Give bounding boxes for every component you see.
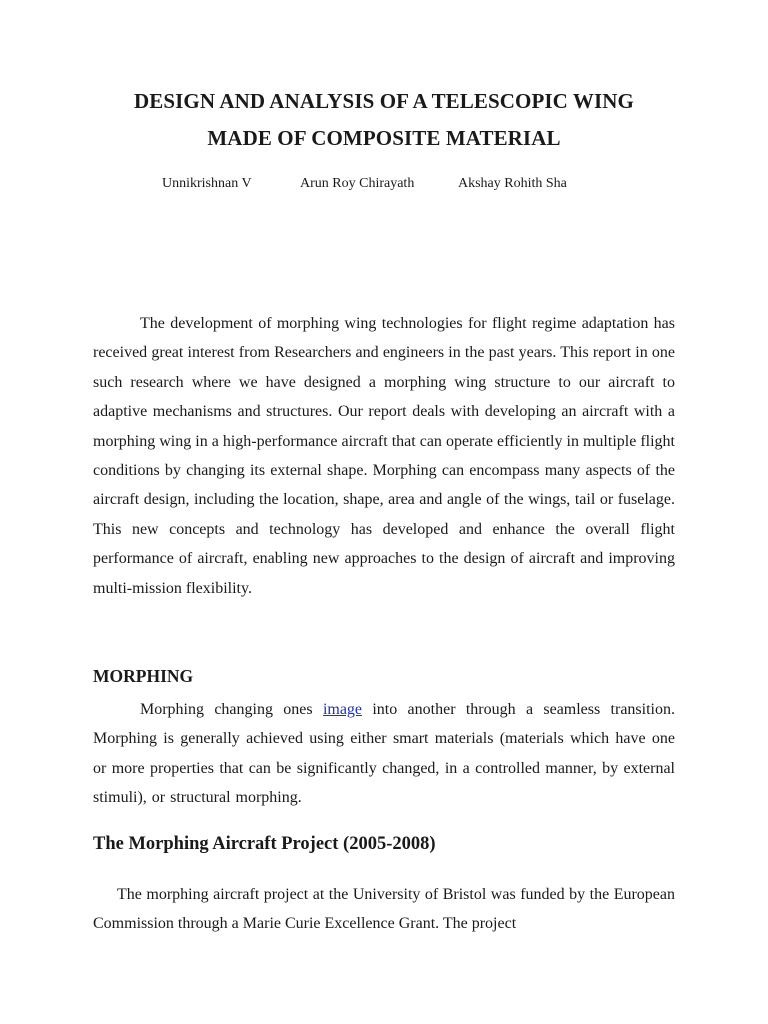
project-heading: The Morphing Aircraft Project (2005-2008): [93, 834, 436, 854]
author-1: Unnikrishnan V: [162, 176, 252, 191]
morphing-paragraph: [93, 695, 675, 813]
author-2: Arun Roy Chirayath: [300, 176, 415, 191]
document-title-line-1: DESIGN AND ANALYSIS OF A TELESCOPIC WING: [134, 89, 634, 113]
abstract-paragraph: The development of morphing wing technologies for flight regime adaptation has received great interest from Researchers and engineers in the past years. This report in one such research where we have designed a morphing wing structure to our aircraft to adaptive mechanisms and structures. Our report deals with developing an aircraft with a morphing wing in a high-performance aircraft that can operate efficiently in multiple flight conditions by changing its external shape. Morphing can encompass many aspects of the aircraft design, including the location, shape, area and angle of the wings, tail or fuselage. This new concepts and technology has developed and enhance the overall flight performance of aircraft, enabling new approaches to the design of aircraft and improving multi-mission flexibility.: [93, 315, 675, 597]
image-link[interactable]: image: [322, 701, 363, 718]
project-paragraph: The morphing aircraft project at the University of Bristol was funded by the European Commission through a Marie Curie Excellence Grant. The project: [93, 886, 675, 933]
morphing-text-start: Morphing changing ones: [140, 701, 323, 718]
morphing-heading: MORPHING: [93, 666, 194, 686]
document-title-line-2: MADE OF COMPOSITE MATERIAL: [207, 126, 561, 150]
author-3: Akshay Rohith Sha: [458, 176, 567, 191]
morphing-text-rest: into another through a seamless transition. Morphing is generally achieved using either smart materials (materials which have one or more properties that can be significantly changed, in a controlled manner, by external stimuli), or structural morphing.: [93, 701, 675, 807]
